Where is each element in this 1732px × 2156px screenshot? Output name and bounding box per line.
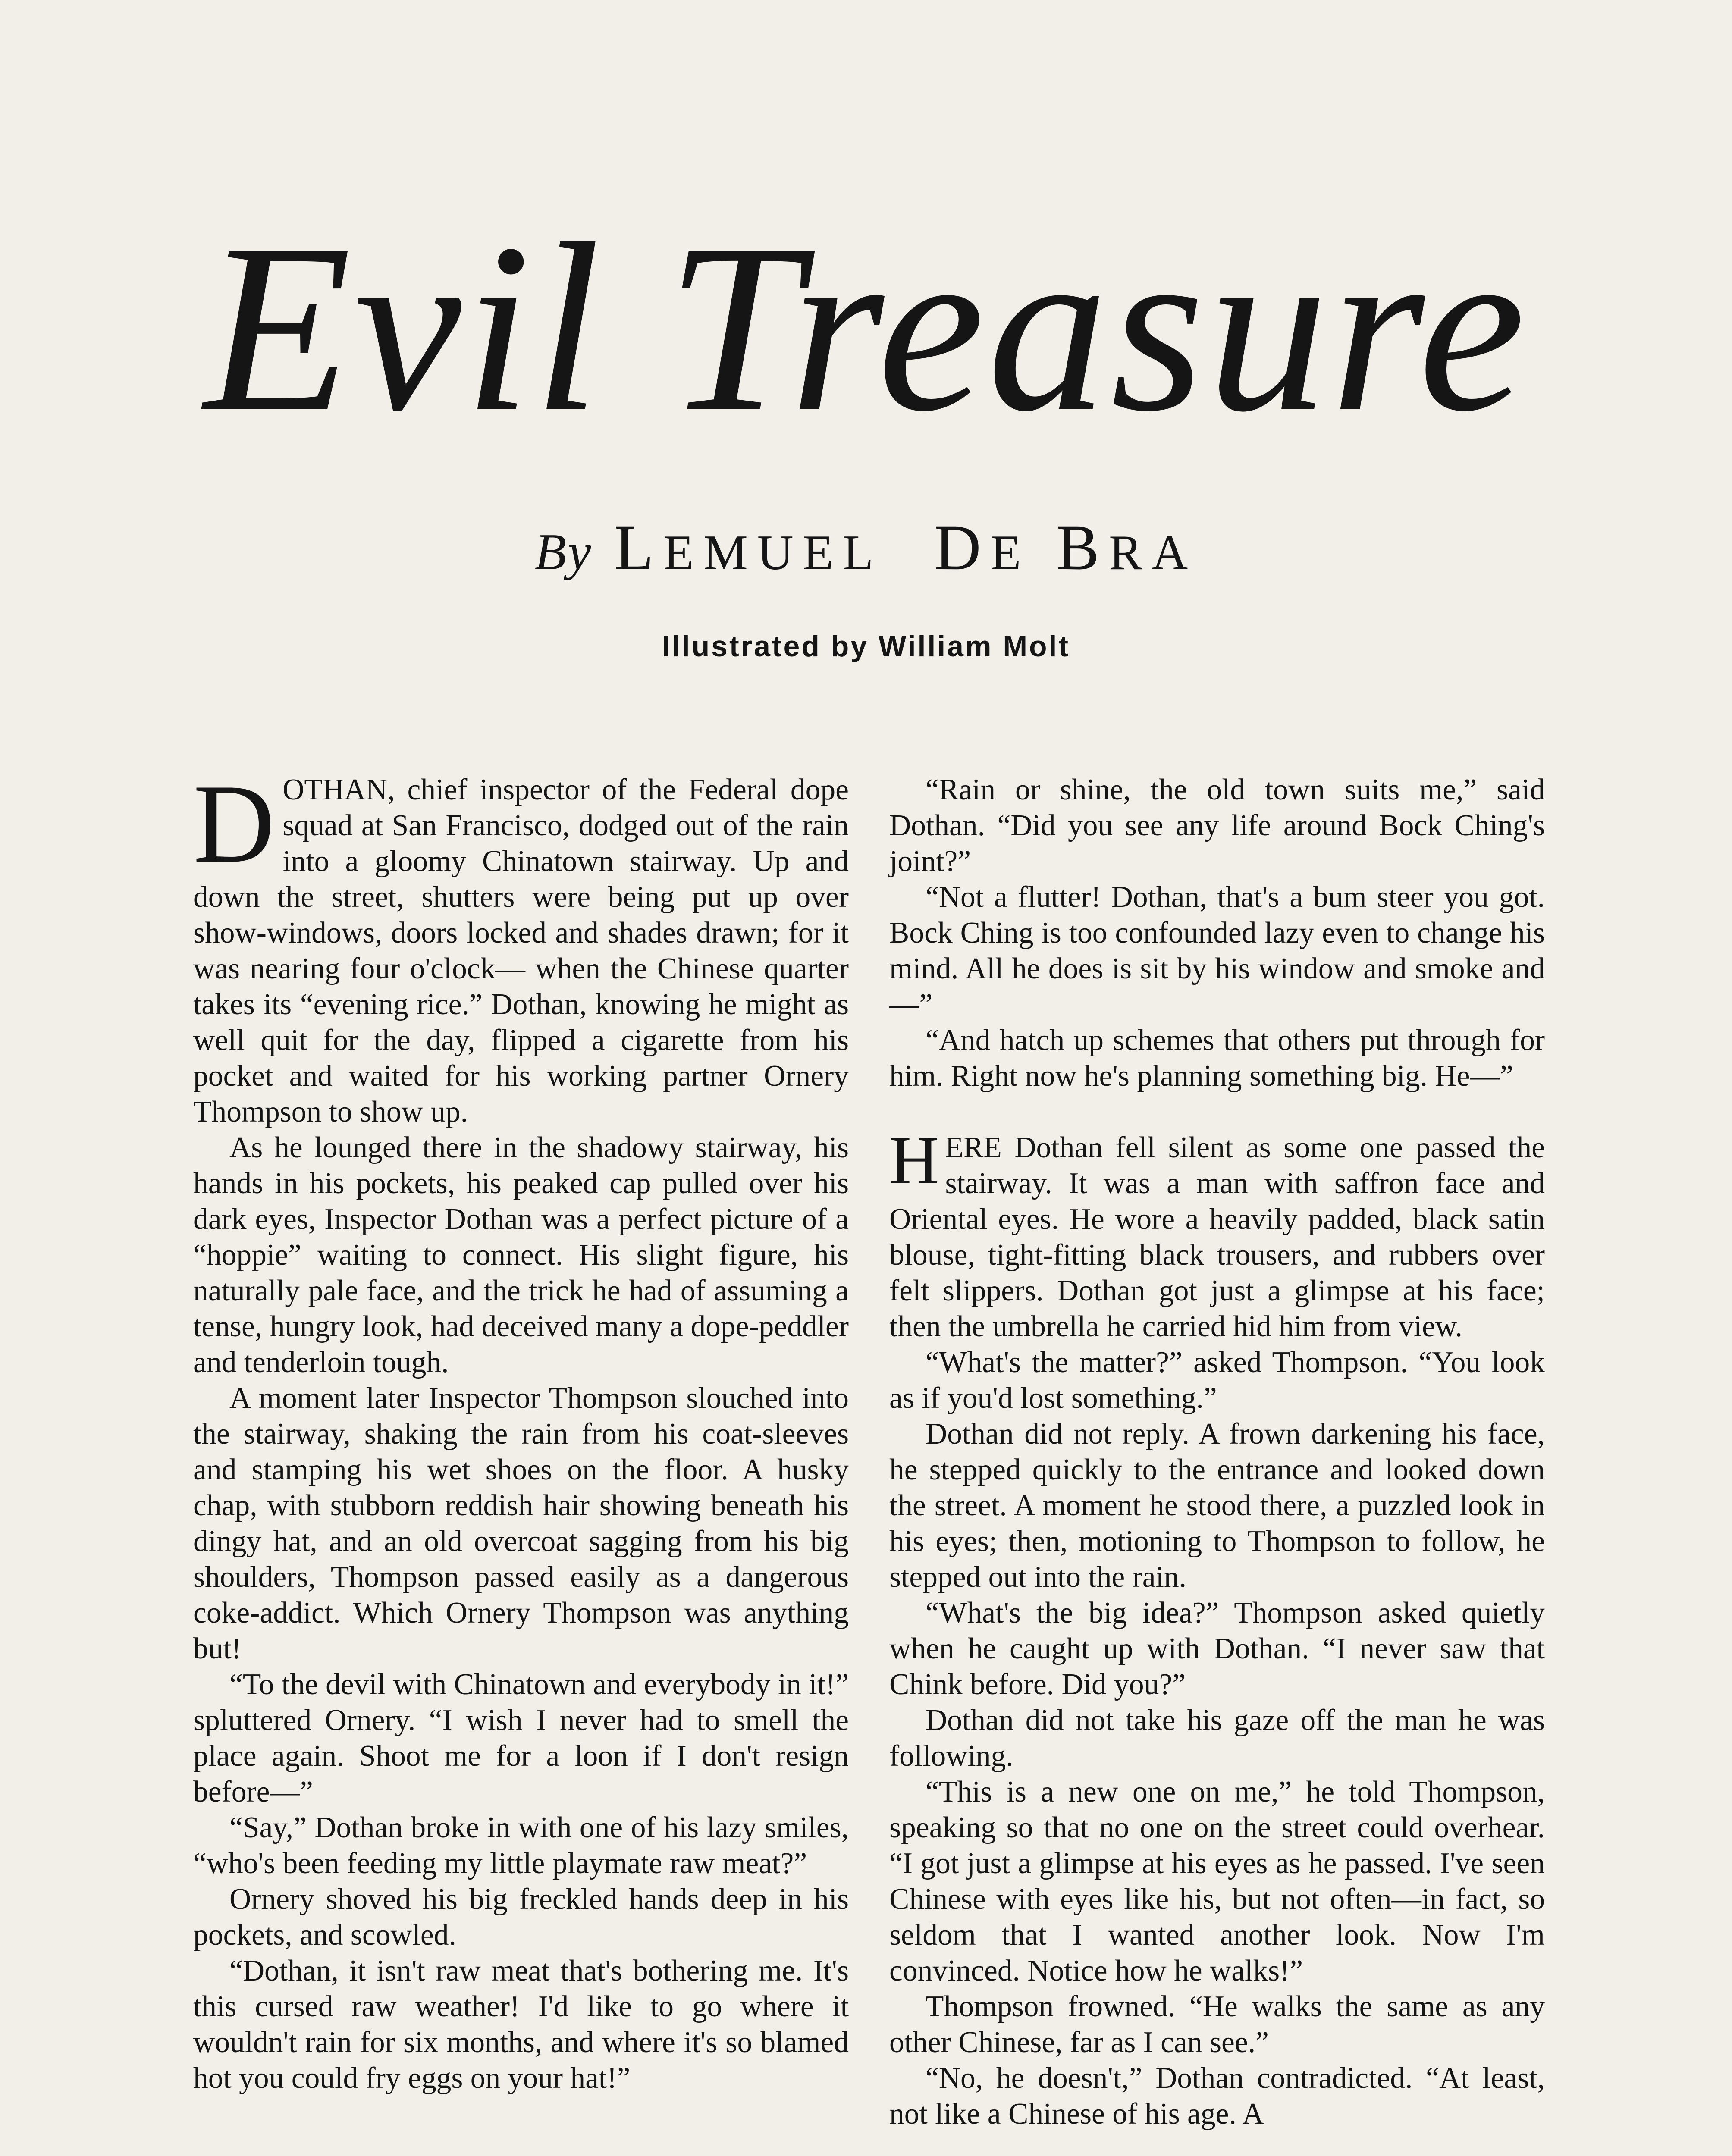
illustrator-credit: Illustrated by William Molt [662,630,1070,663]
paragraph: Dothan did not reply. A frown darkening his face, he stepped quickly to the entrance and looked down the street. A moment he stood there, a puzzled look in his eyes; then, motioning to Thompson to follow, he stepped out into the rain. [889,1417,1545,1594]
author-last-rest-1: E [990,525,1031,580]
left-text-column [193,761,849,2096]
author-first-rest: EMUEL [663,525,883,580]
paragraph: As he lounged there in the shadowy stairway, his hands in his pockets, his peaked cap pulled over his dark eyes, Inspector Dothan was a perfect picture of a “hoppie” waiting to connect. His slight figure, his naturally pale face, and the trick he had of assuming a tense, hungry look, had deceived many a dope-peddler and tenderloin tough. [193,1131,849,1379]
paragraph: “Dothan, it isn't raw meat that's bothering me. It's this cursed raw weather! I'd like to go where it wouldn't rain for six months, and where it's so blamed hot you could fry eggs on your hat!” [193,1954,849,2095]
paragraph: “Not a flutter! Dothan, that's a bum steer you got. Bock Ching is too confounded lazy even to change his mind. All he does is sit by his window and smoke and—” [889,881,1545,1021]
drop-cap-d: D [193,761,275,886]
section-opening-paragraph [889,1122,1545,1344]
paragraph: “And hatch up schemes that others put through for him. Right now he's planning something big. He—” [889,1024,1545,1093]
story-title: Evil Treasure [204,194,1528,461]
opening-paragraph [193,761,849,1130]
paragraph: “This is a new one on me,” he told Thompson, speaking so that no one on the street could overhear. “I got just a glimpse at his eyes as he passed. I've seen Chinese with eyes like his, but not often—in fact, so seldom that I wanted another look. Now I'm convinced. Notice how he walks!” [889,1775,1545,1987]
paragraph-text: OTHAN, chief inspector of the Federal dope squad at San Francisco, dodged out of the rain into a gloomy Chinatown stairway. Up and down the street, shutters were being put up over show-windows, doors locked and shades drawn; for it was nearing four o'clock— when the Chinese quarter takes its “evening rice.” Dothan, knowing he might as well quit for the day, flipped a cigarette from his pocket and waited for his working partner Ornery Thompson to show up. [193,773,849,1128]
paragraph: “No, he doesn't,” Dothan contradicted. “At least, not like a Chinese of his age. A [889,2062,1545,2131]
paragraph: “What's the matter?” asked Thompson. “You look as if you'd lost something.” [889,1346,1545,1415]
paragraph: “What's the big idea?” Thompson asked quietly when he caught up with Dothan. “I never saw that Chink before. Did you?” [889,1596,1545,1701]
byline-prefix: By [534,523,593,580]
author-last-initial-1: D [934,512,991,583]
author-byline [0,512,1732,583]
drop-cap-h: H [889,1122,939,1198]
paragraph: Ornery shoved his big freckled hands deep in his pockets, and scowled. [193,1883,849,1952]
author-last-rest-2: RA [1109,525,1198,580]
paragraph: Thompson frowned. “He walks the same as any other Chinese, far as I can see.” [889,1990,1545,2059]
author-last-initial-2: B [1056,512,1109,583]
right-text-column [889,772,1545,2132]
paragraph: A moment later Inspector Thompson slouched into the stairway, shaking the rain from his coat-sleeves and stamping his wet shoes on the floor. A husky chap, with stubborn reddish hair showing beneath his dingy hat, and an old overcoat sagging from his big shoulders, Thompson passed easily as a dangerous coke-addict. Which Ornery Thompson was anything but! [193,1382,849,1665]
paragraph: “Rain or shine, the old town suits me,” said Dothan. “Did you see any life around Bock Ching's joint?” [889,773,1545,878]
paragraph: “To the devil with Chinatown and everybody in it!” spluttered Ornery. “I wish I never had to smell the place again. Shoot me for a loon if I don't resign before—” [193,1668,849,1808]
paragraph: “Say,” Dothan broke in with one of his lazy smiles, “who's been feeding my little playmate raw meat?” [193,1811,849,1880]
paragraph-text: ERE Dothan fell silent as some one passed the stairway. It was a man with saffron face and Oriental eyes. He wore a heavily padded, black satin blouse, tight-fitting black trousers, and rubbers over felt slippers. Dothan got just a glimpse at his face; then the umbrella he carried hid him from view. [889,1131,1545,1343]
paragraph: Dothan did not take his gaze off the man he was following. [889,1704,1545,1773]
author-first-initial: L [614,512,663,583]
